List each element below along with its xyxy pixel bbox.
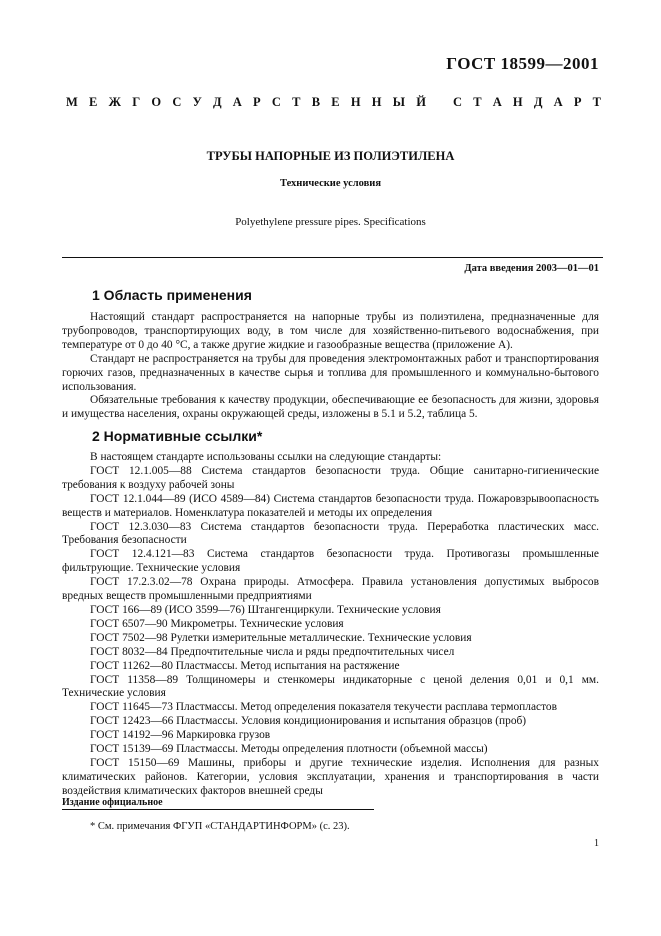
section-1-paragraph: Обязательные требования к качеству продукции, обеспечивающие ее безопасность для жизни, здоровья и имущества населения, охраны окружающей среды, изложены в 5.1 и 5.2, таблица 5.: [62, 394, 599, 421]
banner-letter: С: [453, 95, 463, 109]
reference-list: [62, 465, 599, 799]
section-1-heading: 1 Область применения: [92, 287, 252, 303]
banner-letter: М: [66, 95, 78, 109]
standard-type-left: [66, 95, 426, 110]
reference-item: ГОСТ 14192—96 Маркировка грузов: [90, 729, 271, 742]
reference-item: ГОСТ 11645—73 Пластмассы. Метод определения показателя текучести расплава термопластов: [90, 701, 557, 714]
standard-type-banner: [66, 95, 601, 110]
document-title: ТРУБЫ НАПОРНЫЕ ИЗ ПОЛИЭТИЛЕНА: [206, 149, 455, 163]
banner-letter: С: [172, 95, 182, 109]
footnote: * См. примечания ФГУП «СТАНДАРТИНФОРМ» (с. 23).: [90, 821, 350, 832]
document-english-title: Polyethylene pressure pipes. Specifications: [235, 216, 426, 228]
section-2-intro: В настоящем стандарте использованы ссылки на следующие стандарты:: [90, 451, 442, 463]
banner-letter: Т: [592, 95, 601, 109]
standard-type-right: [453, 95, 601, 110]
banner-letter: Н: [371, 95, 382, 109]
reference-item: ГОСТ 17.2.3.02—78 Охрана природы. Атмосфера. Правила установления допустимых выбросов вредных веществ промышленными предприятиями: [62, 576, 599, 603]
reference-item: ГОСТ 7502—98 Рулетки измерительные металлические. Технические условия: [90, 631, 472, 644]
document-subtitle: Технические условия: [279, 178, 382, 189]
official-edition-label: Издание официальное: [62, 797, 163, 808]
section-2-body: [62, 451, 599, 799]
banner-letter: Д: [533, 95, 543, 109]
footnote-divider: [62, 809, 374, 810]
reference-item: ГОСТ 6507—90 Микрометры. Технические условия: [90, 617, 344, 630]
title-divider: [62, 257, 603, 258]
banner-letter: Н: [350, 95, 361, 109]
reference-item: ГОСТ 11358—89 Толщиномеры и стенкомеры индикаторные с ценой деления 0,01 и 0,1 мм. Технические условия: [62, 673, 599, 700]
reference-item: ГОСТ 11262—80 Пластмассы. Метод испытания на растяжение: [90, 659, 400, 672]
banner-letter: Р: [253, 95, 261, 109]
introduction-date: Дата введения 2003—01—01: [464, 263, 599, 274]
banner-letter: А: [553, 95, 563, 109]
reference-item: ГОСТ 12.1.044—89 (ИСО 4589—84) Система стандартов безопасности труда. Пожаровзрывоопасность веществ и материалов. Номенклатура показателей и методы их определения: [62, 492, 599, 519]
gost-number: ГОСТ 18599—2001: [446, 54, 599, 73]
banner-letter: О: [151, 95, 162, 109]
banner-letter: Р: [573, 95, 582, 109]
reference-item: ГОСТ 12423—66 Пластмассы. Условия кондиционирования и испытания образцов (проб): [90, 715, 527, 728]
section-1-paragraph: Стандарт не распространяется на трубы для проведения электромонтажных работ и транспортирования горючих газов, предназначенных в качестве сырья и топлива для промышленного и коммунально-бытового использования.: [62, 352, 599, 393]
banner-letter: Н: [512, 95, 523, 109]
banner-letter: В: [311, 95, 321, 109]
banner-letter: А: [232, 95, 242, 109]
banner-letter: С: [271, 95, 281, 109]
banner-letter: Е: [89, 95, 98, 109]
banner-letter: Е: [331, 95, 340, 109]
reference-item: ГОСТ 12.1.005—88 Система стандартов безопасности труда. Общие санитарно-гигиенические требования к воздуху рабочей зоны: [62, 464, 599, 491]
banner-letter: А: [492, 95, 502, 109]
banner-letter: Ж: [108, 95, 121, 109]
section-1-paragraph: Настоящий стандарт распространяется на напорные трубы из полиэтилена, предназначенные для трубопроводов, транспортирующих воду, в том числе для хозяйственно-питьевого водоснабжения, при температуре от 0 до 40 °С, а также другие жидкие и газообразные вещества (приложение А).: [62, 311, 599, 351]
banner-letter: У: [192, 95, 202, 109]
banner-letter: Д: [212, 95, 222, 109]
reference-item: ГОСТ 166—89 (ИСО 3599—76) Штангенциркули. Технические условия: [90, 603, 441, 616]
banner-letter: Ы: [392, 95, 406, 109]
reference-item: ГОСТ 12.4.121—83 Система стандартов безопасности труда. Противогазы промышленные фильтрующие. Технические условия: [62, 548, 599, 575]
section-1-body: [62, 311, 599, 422]
banner-letter: Т: [473, 95, 482, 109]
reference-item: ГОСТ 15139—69 Пластмассы. Методы определения плотности (объемной массы): [90, 743, 488, 756]
reference-item: ГОСТ 8032—84 Предпочтительные числа и ряды предпочтительных чисел: [90, 645, 455, 658]
reference-item: ГОСТ 15150—69 Машины, приборы и другие технические изделия. Исполнения для разных климатических районов. Категории, условия эксплуатации, хранения и транспортирования в части воздействия климатических факторов внешней среды: [62, 756, 599, 797]
banner-letter: Й: [416, 95, 426, 109]
section-2-heading: 2 Нормативные ссылки*: [92, 428, 263, 444]
banner-letter: Т: [292, 95, 301, 109]
banner-letter: Г: [132, 95, 141, 109]
reference-item: ГОСТ 12.3.030—83 Система стандартов безопасности труда. Переработка пластических масс. Требования безопасности: [62, 520, 599, 547]
page-number: 1: [594, 838, 599, 849]
